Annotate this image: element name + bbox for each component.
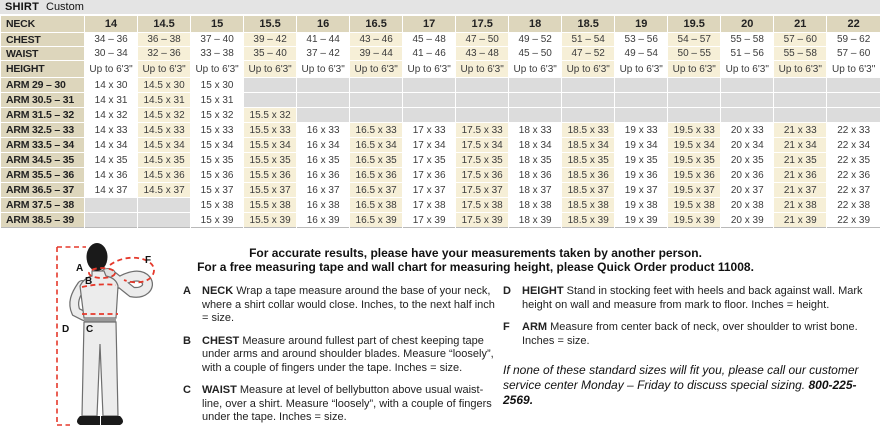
size-cell: 21 x 36	[774, 168, 827, 183]
size-cell: 14.5 x 37	[138, 183, 191, 198]
empty-cell	[138, 198, 191, 213]
neck-size-header: 18.5	[562, 16, 615, 33]
size-cell: 14 x 32	[85, 108, 138, 123]
size-cell: 18.5 x 34	[562, 138, 615, 153]
size-cell: 20 x 36	[721, 168, 774, 183]
size-cell: 15 x 34	[191, 138, 244, 153]
empty-cell	[721, 93, 774, 108]
empty-cell	[244, 93, 297, 108]
neck-size-header: 14.5	[138, 16, 191, 33]
size-cell: 16 x 34	[297, 138, 350, 153]
size-cell: 18 x 33	[509, 123, 562, 138]
size-cell: 15 x 30	[191, 78, 244, 93]
size-cell: 14.5 x 32	[138, 108, 191, 123]
neck-size-header: 16	[297, 16, 350, 33]
size-cell: Up to 6'3"	[562, 61, 615, 78]
right-shoe	[101, 416, 123, 425]
size-cell: Up to 6'3"	[297, 61, 350, 78]
size-cell: Up to 6'3"	[721, 61, 774, 78]
neck-size-header: 14	[85, 16, 138, 33]
neck-size-header: 22	[827, 16, 880, 33]
size-cell: 22 x 37	[827, 183, 880, 198]
table-title-bar	[0, 0, 880, 14]
size-cell: 15.5 x 38	[244, 198, 297, 213]
size-cell: 18.5 x 36	[562, 168, 615, 183]
definition-text: NECK Wrap a tape measure around the base of your neck, where a shirt collar would close. Inches, to the next half inch = size.	[202, 285, 495, 324]
size-cell: 15.5 x 35	[244, 153, 297, 168]
size-cell: 18.5 x 33	[562, 123, 615, 138]
diagram-label-c: C	[86, 324, 94, 335]
empty-cell	[774, 93, 827, 108]
empty-cell	[827, 108, 880, 123]
size-cell: 16 x 37	[297, 183, 350, 198]
size-cell: 17 x 37	[403, 183, 456, 198]
size-cell: 15 x 36	[191, 168, 244, 183]
neck-size-header: 20	[721, 16, 774, 33]
size-cell: 49 – 54	[615, 47, 668, 61]
definitions-left-column	[183, 285, 503, 434]
page-title: SHIRT	[5, 1, 39, 13]
size-cell: 14 x 34	[85, 138, 138, 153]
empty-cell	[668, 108, 721, 123]
empty-cell	[297, 108, 350, 123]
left-shoe	[77, 416, 100, 425]
size-cell: 15.5 x 33	[244, 123, 297, 138]
empty-cell	[350, 93, 403, 108]
size-cell: 37 – 42	[297, 47, 350, 61]
size-cell: 16 x 39	[297, 213, 350, 228]
size-cell: 20 x 35	[721, 153, 774, 168]
definition-letter: B	[183, 334, 191, 347]
size-cell: 14 x 30	[85, 78, 138, 93]
size-cell: 50 – 55	[668, 47, 721, 61]
size-cell: 20 x 34	[721, 138, 774, 153]
size-cell: 16.5 x 35	[350, 153, 403, 168]
figure-illustration	[0, 240, 183, 445]
empty-cell	[403, 93, 456, 108]
size-cell: 21 x 37	[774, 183, 827, 198]
table-row	[1, 198, 880, 213]
empty-cell	[721, 108, 774, 123]
row-label: HEIGHT	[1, 61, 85, 78]
size-cell: 51 – 56	[721, 47, 774, 61]
size-cell: 21 x 33	[774, 123, 827, 138]
size-cell: 19.5 x 33	[668, 123, 721, 138]
size-cell: 20 x 38	[721, 198, 774, 213]
size-cell: 47 – 52	[562, 47, 615, 61]
size-cell: 16.5 x 33	[350, 123, 403, 138]
size-cell: 17 x 39	[403, 213, 456, 228]
size-cell: 45 – 50	[509, 47, 562, 61]
size-cell: 36 – 38	[138, 33, 191, 47]
row-label: CHEST	[1, 33, 85, 47]
intro-line-2: For a free measuring tape and wall chart for measuring height, please Quick Order product 11008.	[197, 260, 754, 274]
size-cell: 14.5 x 33	[138, 123, 191, 138]
empty-cell	[297, 78, 350, 93]
empty-cell	[509, 108, 562, 123]
size-cell: 55 – 58	[721, 33, 774, 47]
size-cell: 14.5 x 35	[138, 153, 191, 168]
size-cell: 15 x 35	[191, 153, 244, 168]
size-cell: 18.5 x 35	[562, 153, 615, 168]
size-cell: 15 x 33	[191, 123, 244, 138]
size-cell: 37 – 40	[191, 33, 244, 47]
size-cell: 49 – 52	[509, 33, 562, 47]
size-cell: 18.5 x 37	[562, 183, 615, 198]
neck-size-header: 18	[509, 16, 562, 33]
empty-cell	[562, 93, 615, 108]
size-cell: 54 – 57	[668, 33, 721, 47]
body-measurement-diagram	[0, 240, 183, 442]
diagram-label-f: F	[145, 255, 152, 266]
empty-cell	[774, 108, 827, 123]
size-cell: 19.5 x 34	[668, 138, 721, 153]
measuring-guide-section	[0, 240, 880, 445]
size-cell: 41 – 46	[403, 47, 456, 61]
empty-cell	[615, 78, 668, 93]
size-cell: 45 – 48	[403, 33, 456, 47]
row-label: ARM 30.5 – 31	[1, 93, 85, 108]
size-cell: Up to 6'3"	[456, 61, 509, 78]
size-cell: 39 – 44	[350, 47, 403, 61]
empty-cell	[615, 93, 668, 108]
definition-letter: D	[503, 285, 511, 297]
table-row	[1, 123, 880, 138]
definition-columns	[183, 285, 880, 434]
neck-header-row	[1, 16, 880, 33]
empty-cell	[138, 213, 191, 228]
size-cell: 15 x 39	[191, 213, 244, 228]
size-cell: 33 – 38	[191, 47, 244, 61]
size-cell: 15.5 x 32	[244, 108, 297, 123]
size-cell: 16 x 38	[297, 198, 350, 213]
size-cell: 16.5 x 39	[350, 213, 403, 228]
row-label: ARM 34.5 – 35	[1, 153, 85, 168]
size-cell: Up to 6'3"	[403, 61, 456, 78]
size-cell: 19 x 38	[615, 198, 668, 213]
size-cell: 14 x 33	[85, 123, 138, 138]
size-cell: 43 – 46	[350, 33, 403, 47]
empty-cell	[827, 93, 880, 108]
size-cell: 21 x 34	[774, 138, 827, 153]
size-cell: 14 x 35	[85, 153, 138, 168]
head	[87, 243, 108, 271]
definition-term: CHEST	[202, 334, 243, 347]
size-cell: 15.5 x 36	[244, 168, 297, 183]
size-cell: 16.5 x 34	[350, 138, 403, 153]
size-cell: 19 x 34	[615, 138, 668, 153]
size-cell: 22 x 35	[827, 153, 880, 168]
size-cell: Up to 6'3"	[244, 61, 297, 78]
table-row	[1, 183, 880, 198]
intro-line-1: For accurate results, please have your measurements taken by another person.	[249, 246, 702, 260]
size-cell: 14.5 x 31	[138, 93, 191, 108]
row-label: ARM 38.5 – 39	[1, 213, 85, 228]
size-cell: 16.5 x 37	[350, 183, 403, 198]
size-cell: 34 – 36	[85, 33, 138, 47]
size-cell: 15.5 x 34	[244, 138, 297, 153]
intro-text	[183, 246, 768, 274]
size-cell: 19 x 39	[615, 213, 668, 228]
row-label: ARM 32.5 – 33	[1, 123, 85, 138]
size-cell: 18.5 x 38	[562, 198, 615, 213]
size-cell: 18 x 34	[509, 138, 562, 153]
definition-term: WAIST	[202, 384, 240, 396]
size-cell: 18 x 35	[509, 153, 562, 168]
size-cell: 19.5 x 38	[668, 198, 721, 213]
size-cell: 19.5 x 39	[668, 213, 721, 228]
empty-cell	[562, 78, 615, 93]
size-cell: 19 x 35	[615, 153, 668, 168]
size-cell: 57 – 60	[827, 47, 880, 61]
size-cell: 20 x 39	[721, 213, 774, 228]
definition-text: WAIST Measure at level of bellybutton above usual waist-line, over a shirt. Measure “loosely”, with a couple of fingers under the tape. Inches = size.	[202, 384, 492, 423]
definition-text: CHEST Measure around fullest part of chest keeping tape under arms and around shoulder blades. Measure “loosely”, with a couple of fingers under the tape. Inches = size.	[202, 334, 494, 374]
size-cell: 14.5 x 30	[138, 78, 191, 93]
table-row	[1, 213, 880, 228]
size-cell: 16.5 x 36	[350, 168, 403, 183]
empty-cell	[456, 93, 509, 108]
definition-term: NECK	[202, 285, 237, 297]
size-cell: 17.5 x 38	[456, 198, 509, 213]
empty-cell	[668, 78, 721, 93]
size-cell: 32 – 36	[138, 47, 191, 61]
size-cell: 19.5 x 35	[668, 153, 721, 168]
size-cell: 15.5 x 37	[244, 183, 297, 198]
pants	[82, 322, 118, 416]
definition-letter: C	[183, 384, 191, 396]
empty-cell	[827, 78, 880, 93]
neck-size-header: 16.5	[350, 16, 403, 33]
row-label: ARM 36.5 – 37	[1, 183, 85, 198]
measure-definition-neck	[183, 285, 503, 326]
size-cell: 19.5 x 37	[668, 183, 721, 198]
neck-size-header: 17.5	[456, 16, 509, 33]
row-label: ARM 33.5 – 34	[1, 138, 85, 153]
row-label: ARM 29 – 30	[1, 78, 85, 93]
size-cell: Up to 6'3"	[774, 61, 827, 78]
size-cell: 35 – 40	[244, 47, 297, 61]
size-cell: 51 – 54	[562, 33, 615, 47]
size-cell: 17.5 x 34	[456, 138, 509, 153]
diagram-label-b: B	[85, 276, 93, 287]
table-row	[1, 108, 880, 123]
size-cell: 18 x 39	[509, 213, 562, 228]
empty-cell	[721, 78, 774, 93]
empty-cell	[350, 108, 403, 123]
table-row	[1, 47, 880, 61]
neck-size-header: 21	[774, 16, 827, 33]
diagram-label-a: A	[76, 263, 84, 274]
size-cell: 17 x 38	[403, 198, 456, 213]
size-cell: Up to 6'3"	[350, 61, 403, 78]
empty-cell	[509, 93, 562, 108]
size-cell: 22 x 36	[827, 168, 880, 183]
size-chart-table	[0, 15, 880, 228]
size-cell: 43 – 48	[456, 47, 509, 61]
diagram-label-d: D	[62, 324, 70, 335]
row-label: WAIST	[1, 47, 85, 61]
phone-number: 800-225-2569.	[503, 378, 857, 407]
table-row	[1, 78, 880, 93]
size-cell: 14.5 x 34	[138, 138, 191, 153]
measure-definition-arm	[503, 321, 872, 348]
size-cell: 41 – 44	[297, 33, 350, 47]
empty-cell	[403, 78, 456, 93]
empty-cell	[85, 213, 138, 228]
neck-size-header: 17	[403, 16, 456, 33]
size-cell: 21 x 39	[774, 213, 827, 228]
size-cell: 17.5 x 36	[456, 168, 509, 183]
definition-term: HEIGHT	[522, 285, 567, 297]
size-cell: Up to 6'3"	[668, 61, 721, 78]
definition-letter: A	[183, 285, 191, 297]
empty-cell	[403, 108, 456, 123]
row-label: ARM 37.5 – 38	[1, 198, 85, 213]
table-row	[1, 61, 880, 78]
size-cell: 59 – 62	[827, 33, 880, 47]
definition-text: ARM Measure from center back of neck, over shoulder to wrist bone. Inches = size.	[522, 321, 858, 347]
size-cell: 47 – 50	[456, 33, 509, 47]
definition-text: HEIGHT Stand in stocking feet with heels and back against wall. Mark height on wall and measure from mark to floor. Inches = height.	[522, 285, 863, 311]
size-cell: 18 x 37	[509, 183, 562, 198]
size-cell: 16 x 35	[297, 153, 350, 168]
size-cell: 19 x 36	[615, 168, 668, 183]
size-cell: 18 x 38	[509, 198, 562, 213]
row-label: ARM 31.5 – 32	[1, 108, 85, 123]
neck-row-label: NECK	[1, 16, 85, 33]
definition-letter: F	[503, 321, 510, 333]
special-sizing-note	[503, 363, 872, 408]
size-cell: Up to 6'3"	[827, 61, 880, 78]
size-cell: 17.5 x 39	[456, 213, 509, 228]
empty-cell	[456, 78, 509, 93]
size-cell: 30 – 34	[85, 47, 138, 61]
size-cell: 17 x 35	[403, 153, 456, 168]
size-cell: 17 x 33	[403, 123, 456, 138]
size-cell: 55 – 58	[774, 47, 827, 61]
empty-cell	[244, 78, 297, 93]
size-cell: 22 x 33	[827, 123, 880, 138]
empty-cell	[85, 198, 138, 213]
size-cell: Up to 6'3"	[85, 61, 138, 78]
row-label: ARM 35.5 – 36	[1, 168, 85, 183]
size-cell: 16 x 36	[297, 168, 350, 183]
size-cell: 15 x 31	[191, 93, 244, 108]
empty-cell	[456, 108, 509, 123]
definitions-right-column	[503, 285, 880, 434]
empty-cell	[668, 93, 721, 108]
size-cell: Up to 6'3"	[191, 61, 244, 78]
size-cell: Up to 6'3"	[615, 61, 668, 78]
size-cell: 57 – 60	[774, 33, 827, 47]
size-cell: 17 x 34	[403, 138, 456, 153]
size-cell: 18 x 36	[509, 168, 562, 183]
size-cell: 39 – 42	[244, 33, 297, 47]
table-row	[1, 138, 880, 153]
empty-cell	[615, 108, 668, 123]
size-cell: 20 x 37	[721, 183, 774, 198]
measure-definition-waist	[183, 384, 503, 425]
size-cell: 19 x 37	[615, 183, 668, 198]
size-cell: 53 – 56	[615, 33, 668, 47]
neck-size-header: 15	[191, 16, 244, 33]
size-cell: 14 x 36	[85, 168, 138, 183]
table-row	[1, 33, 880, 47]
size-cell: 17.5 x 33	[456, 123, 509, 138]
size-cell: 17.5 x 35	[456, 153, 509, 168]
note-text: If none of these standard sizes will fit you, please call our customer service center Monday – Friday to discuss special sizing.	[503, 363, 859, 392]
size-cell: 14.5 x 36	[138, 168, 191, 183]
size-cell: 21 x 38	[774, 198, 827, 213]
size-cell: 18.5 x 39	[562, 213, 615, 228]
empty-cell	[350, 78, 403, 93]
neck-size-header: 19.5	[668, 16, 721, 33]
size-cell: 16.5 x 38	[350, 198, 403, 213]
empty-cell	[562, 108, 615, 123]
table-row	[1, 168, 880, 183]
measure-definition-chest	[183, 335, 503, 376]
size-cell: 15.5 x 39	[244, 213, 297, 228]
empty-cell	[774, 78, 827, 93]
empty-cell	[297, 93, 350, 108]
size-cell: 19.5 x 36	[668, 168, 721, 183]
measuring-instructions	[183, 240, 880, 445]
size-cell: 17 x 36	[403, 168, 456, 183]
table-row	[1, 153, 880, 168]
size-cell: 17.5 x 37	[456, 183, 509, 198]
size-cell: Up to 6'3"	[138, 61, 191, 78]
page-subtitle: Custom	[46, 1, 84, 13]
table-row	[1, 93, 880, 108]
size-cell: 15 x 37	[191, 183, 244, 198]
size-cell: 15 x 32	[191, 108, 244, 123]
size-cell: 22 x 39	[827, 213, 880, 228]
size-cell: 22 x 34	[827, 138, 880, 153]
size-cell: 14 x 31	[85, 93, 138, 108]
neck-size-header: 15.5	[244, 16, 297, 33]
waistband	[84, 318, 116, 322]
size-cell: Up to 6'3"	[509, 61, 562, 78]
size-cell: 16 x 33	[297, 123, 350, 138]
definition-term: ARM	[522, 321, 551, 333]
neck-size-header: 19	[615, 16, 668, 33]
size-cell: 21 x 35	[774, 153, 827, 168]
size-cell: 19 x 33	[615, 123, 668, 138]
empty-cell	[509, 78, 562, 93]
size-cell: 20 x 33	[721, 123, 774, 138]
measure-definition-height	[503, 285, 872, 312]
size-cell: 15 x 38	[191, 198, 244, 213]
size-cell: 14 x 37	[85, 183, 138, 198]
size-cell: 22 x 38	[827, 198, 880, 213]
